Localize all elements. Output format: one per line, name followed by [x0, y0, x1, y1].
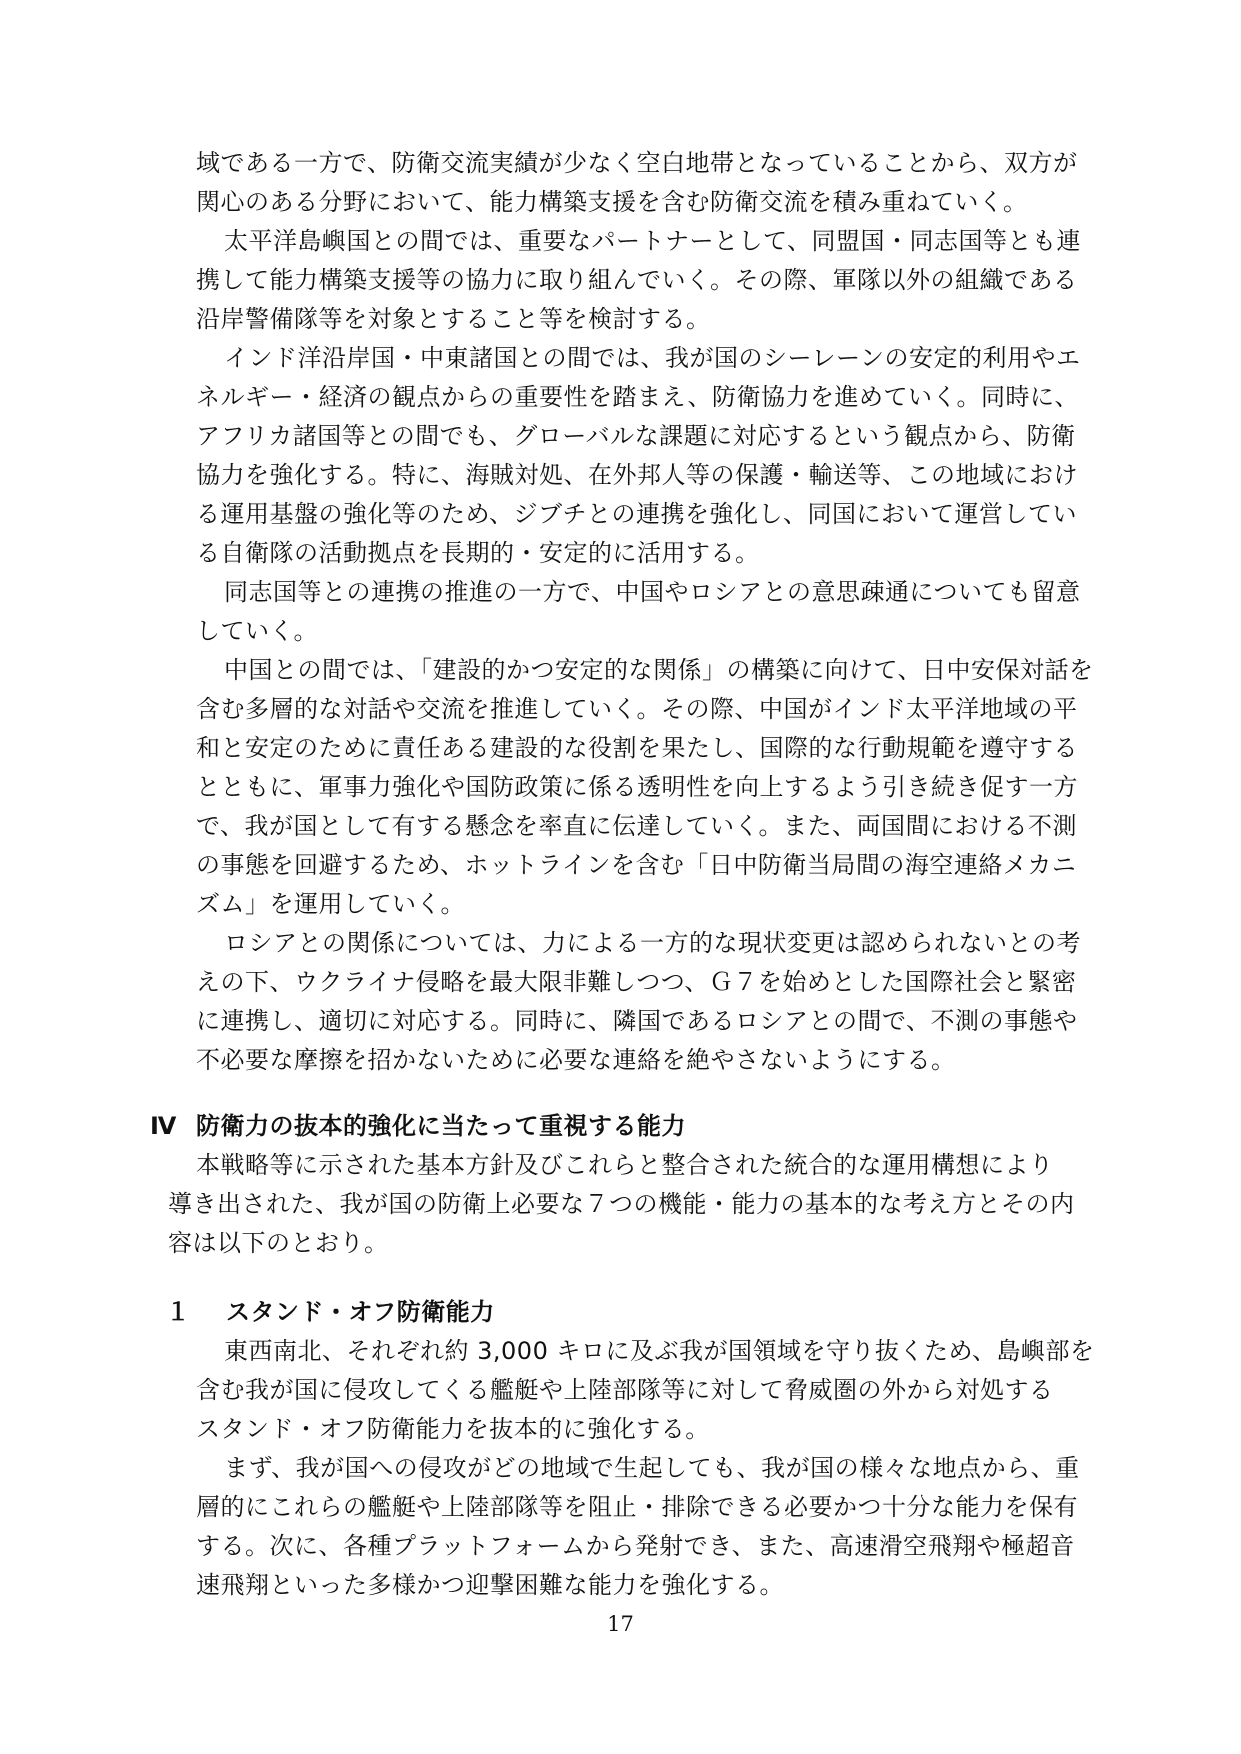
text-line: 速飛翔といった多様かつ迎撃困難な能力を強化する。	[196, 1571, 784, 1599]
text-line: 本戦略等に示された基本方針及びこれらと整合された統合的な運用構想により	[196, 1151, 1054, 1179]
text-line: 太平洋島嶼国との間では、重要なパートナーとして、同盟国・同志国等とも連	[224, 227, 1082, 255]
text-line: アフリカ諸国等との間でも、グローバルな課題に対応するという観点から、防衛	[196, 422, 1076, 450]
text-line: まず、我が国への侵攻がどの地域で生起しても、我が国の様々な地点から、重	[224, 1454, 1080, 1482]
text-line: スタンド・オフ防衛能力を抜本的に強化する。	[196, 1415, 710, 1443]
text-line: 含む多層的な対話や交流を推進していく。その際、中国がインド太平洋地域の平	[196, 695, 1078, 723]
text-line: ロシアとの関係については、力による一方的な現状変更は認められないとの考	[224, 929, 1082, 957]
text-line: 協力を強化する。特に、海賊対処、在外邦人等の保護・輸送等、この地域におけ	[196, 461, 1078, 489]
page-number: 17	[607, 1612, 634, 1636]
text-line: 容は以下のとおり。	[168, 1229, 389, 1257]
text-line: ズム」を運用していく。	[196, 890, 466, 918]
subsection-heading	[166, 1297, 495, 1327]
text-line: 導き出された、我が国の防衛上必要な７つの機能・能力の基本的な考え方とその内	[168, 1190, 1075, 1218]
text-line: 不必要な摩擦を招かないために必要な連絡を絶やさないようにする。	[196, 1046, 956, 1074]
text-line: 層的にこれらの艦艇や上陸部隊等を阻止・排除できる必要かつ十分な能力を保有	[196, 1493, 1078, 1521]
text-line: 中国との間では、「建設的かつ安定的な関係」の構築に向けて、日中安保対話を	[224, 656, 1094, 684]
text-line: の事態を回避するため、ホットラインを含む「日中防衛当局間の海空連絡メカニ	[196, 851, 1077, 879]
text-line: していく。	[196, 617, 319, 645]
section-heading	[150, 1111, 686, 1141]
text-line: 関心のある分野において、能力構築支援を含む防衛交流を積み重ねていく。	[196, 188, 1028, 216]
text-line: 携して能力構築支援等の協力に取り組んでいく。その際、軍隊以外の組織である	[196, 266, 1078, 294]
text-line: で、我が国として有する懸念を率直に伝達していく。また、両国間における不測	[196, 812, 1078, 840]
text-line: 同志国等との連携の推進の一方で、中国やロシアとの意思疎通についても留意	[224, 578, 1081, 606]
subsection-title: スタンド・オフ防衛能力	[226, 1298, 495, 1326]
section-number: Ⅳ	[150, 1112, 177, 1140]
text-line: る運用基盤の強化等のため、ジブチとの連携を強化し、同国において運営してい	[196, 500, 1078, 528]
text-line: る自衛隊の活動拠点を長期的・安定的に活用する。	[196, 539, 760, 567]
section-title: 防衛力の抜本的強化に当たって重視する能力	[196, 1112, 686, 1140]
text-line: 域である一方で、防衛交流実績が少なく空白地帯となっていることから、双方が	[196, 149, 1078, 177]
text-line: する。次に、各種プラットフォームから発射でき、また、高速滑空飛翔や極超音	[196, 1532, 1075, 1560]
text-line: 和と安定のために責任ある建設的な役割を果たし、国際的な行動規範を遵守する	[196, 734, 1078, 762]
text-line: とともに、軍事力強化や国防政策に係る透明性を向上するよう引き続き促す一方	[196, 773, 1078, 801]
text-line: ネルギー・経済の観点からの重要性を踏まえ、防衛協力を進めていく。同時に、	[196, 383, 1079, 411]
text-line: 東西南北、それぞれ約 3,000 キロに及ぶ我が国領域を守り抜くため、島嶼部を	[224, 1337, 1095, 1365]
text-line: 沿岸警備隊等を対象とすること等を検討する。	[196, 305, 711, 333]
text-line: 含む我が国に侵攻してくる艦艇や上陸部隊等に対して脅威圏の外から対処する	[196, 1376, 1054, 1404]
text-line: に連携し、適切に対応する。同時に、隣国であるロシアとの間で、不測の事態や	[196, 1007, 1078, 1035]
text-line: インド洋沿岸国・中東諸国との間では、我が国のシーレーンの安定的利用やエ	[224, 344, 1081, 372]
text-line: えの下、ウクライナ侵略を最大限非難しつつ、Ｇ７を始めとした国際社会と緊密	[196, 968, 1077, 996]
subsection-number: １	[166, 1298, 191, 1326]
